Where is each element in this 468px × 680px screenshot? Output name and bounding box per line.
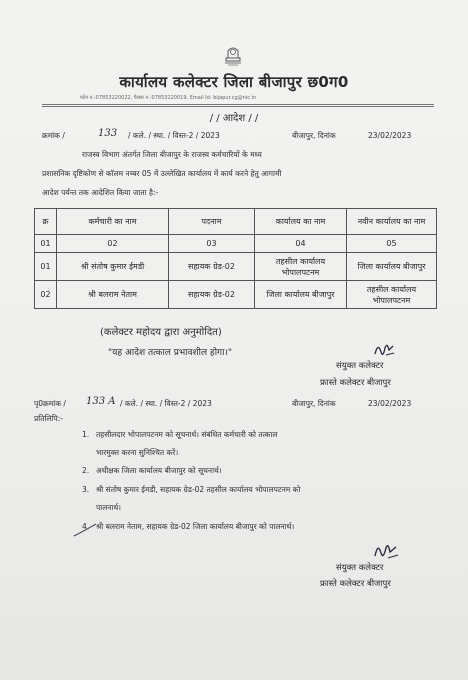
state-emblem-icon [222,42,244,68]
signature-mark [372,540,400,562]
table-cell: सहायक ग्रेड-02 [169,281,255,309]
table-cell: 02 [35,281,57,309]
table-header-cell: क्र [35,209,57,235]
table-column-number-row [35,235,437,253]
signature-1-subtitle: फ्रास्ते कलेक्टर बीजापुर [320,378,391,388]
header-rule-2 [42,106,434,107]
order-place-date-label: बीजापुर, दिनांक [292,131,336,140]
table-row [35,253,437,281]
copy-item-text: श्री संतोष कुमार ईमडी, सहायक ग्रेड-02 तहसील कार्यालय भोपालपटनम को [96,485,301,494]
table-cell: जिला कार्यालय बीजापुर [347,253,437,281]
approval-text: (कलेक्टर महोदय द्वारा अनुमोदित) [100,327,222,338]
table-cell: तहसील कार्यालय भोपालपटनम [255,253,347,281]
column-number: 05 [347,235,437,253]
pen-mark-icon [72,522,98,538]
copy-item-number: 3. [82,485,90,494]
table-header-cell: कार्यालय का नाम [255,209,347,235]
contact-line: फोन न.-07853220022, फैक्स न.-07853220019, Email Id- bijapur.cg@nic.in [80,95,257,101]
order-number-label: क्रमांक / [42,131,65,140]
order-heading: / / आदेश / / [209,113,259,124]
table-header-cell: पदनाम [169,209,255,235]
endorsement-ref: / कले. / स्था. / विस्त-2 / 2023 [120,399,212,408]
copy-item-number: 4. [82,522,90,531]
copy-item-number: 1. [82,430,90,439]
header-rule [42,104,434,105]
body-line-1: राजस्व विभाग अंतर्गत जिला बीजापुर के राजस्व कर्मचारियों के मध्य [82,150,262,159]
column-number: 02 [57,235,169,253]
table-cell: श्री संतोष कुमार ईमडी [57,253,169,281]
table-cell: 01 [35,253,57,281]
endorsement-number: 133 A [86,396,116,407]
endorsement-place-date-label: बीजापुर, दिनांक [292,399,336,408]
endorsement-number-label: पृ0क्रमांक / [34,399,66,408]
table-cell: सहायक ग्रेड-02 [169,253,255,281]
table-cell: तहसील कार्यालय भोपालपटनम [347,281,437,309]
table-row [35,281,437,309]
signature-2-subtitle: फ्रास्ते कलेक्टर बीजापुर [320,579,391,589]
effect-quote: "यह आदेश तत्काल प्रभावशील होगा।" [108,348,232,358]
copy-item-text: श्री बलराम नेताम, सहायक ग्रेड-02 जिला कार्यालय बीजापुर को पालनार्थ। [96,522,295,531]
copy-item-text: अधीक्षक जिला कार्यालय बीजापुर को सूचनार्थ। [96,466,222,475]
signature-2-designation: संयुक्त कलेक्टर [336,563,384,573]
order-date: 23/02/2023 [368,131,412,140]
column-number: 03 [169,235,255,253]
body-line-3: आदेश पर्यन्त तक आदेशित किया जाता है:- [42,188,159,197]
copy-item-text: भारमुक्त करना सुनिश्चित करें। [96,448,179,457]
table-cell: जिला कार्यालय बीजापुर [255,281,347,309]
table-cell: श्री बलराम नेताम [57,281,169,309]
copy-item-text: तहसीलदार भोपालपटनम को सूचनार्थ। संबंधित कर्मचारी को तत्काल [96,430,278,439]
column-number: 01 [35,235,57,253]
table-header-row [35,209,437,235]
endorsement-date: 23/02/2023 [368,399,412,408]
copy-item-text: पालनार्थ। [96,503,122,512]
copy-to-label: प्रतिलिपि:- [34,414,63,423]
table-header-cell: नवीन कार्यालय का नाम [347,209,437,235]
order-ref: / कले. / स्था. / विस्त-2 / 2023 [128,131,220,140]
copy-item-number: 2. [82,466,90,475]
column-number: 04 [255,235,347,253]
order-number: 133 [98,128,118,139]
signature-1-designation: संयुक्त कलेक्टर [336,361,384,371]
transfer-table [34,208,437,309]
body-line-2: प्रशासनिक दृष्टिकोण से कॉलम नम्बर 05 में उल्लेखित कार्यालय में कार्य करने हेतु आगामी [42,169,282,178]
signature-mark [372,340,396,360]
table-header-cell: कर्मचारी का नाम [57,209,169,235]
office-title: कार्यालय कलेक्टर जिला बीजापुर छ0ग0 [119,73,349,91]
